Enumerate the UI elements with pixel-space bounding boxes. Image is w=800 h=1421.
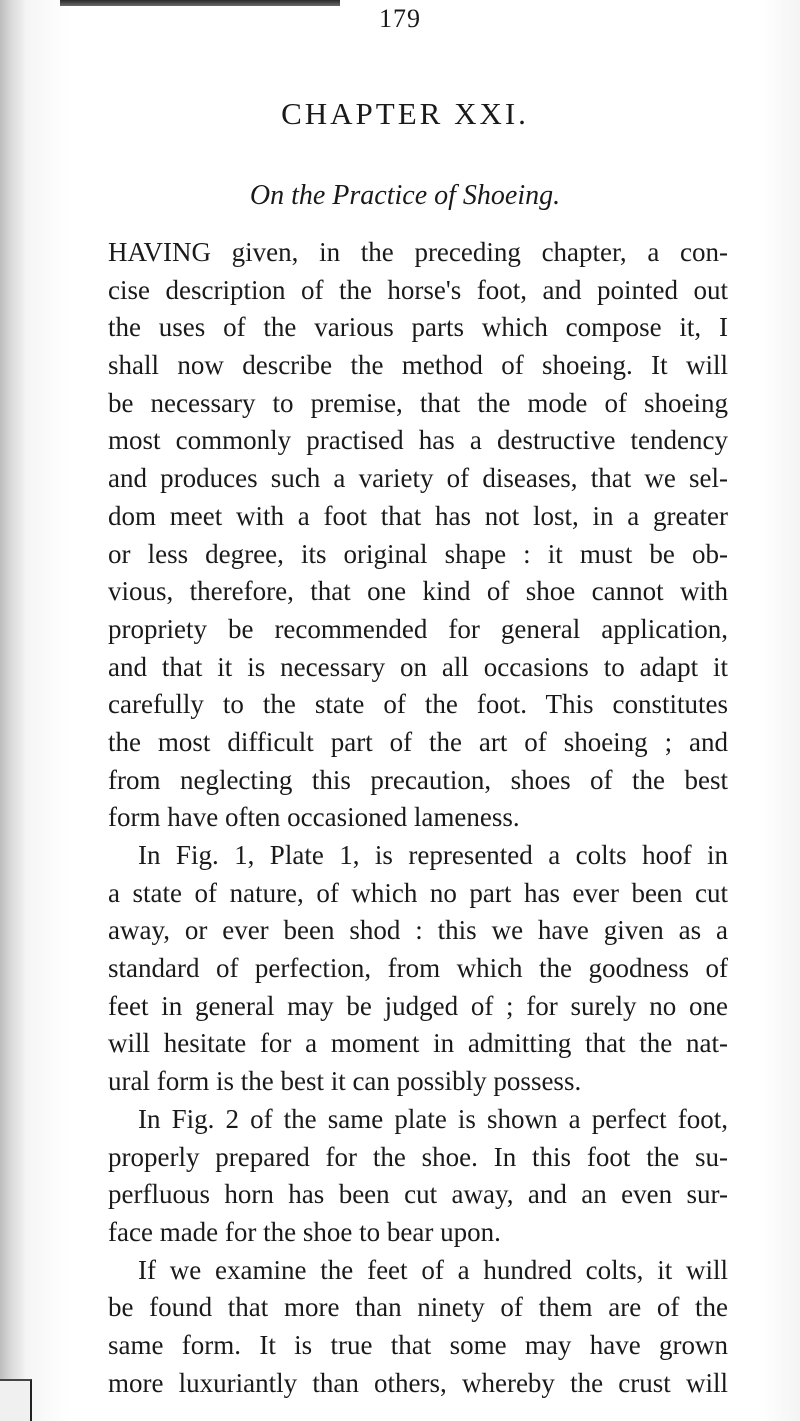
text-line: will hesitate for a moment in admitting that the nat- <box>108 1028 728 1059</box>
text-line: If we examine the feet of a hundred colts, it will <box>138 1254 728 1285</box>
text-line: more luxuriantly than others, whereby the crust will <box>108 1367 728 1398</box>
text-line: and that it is necessary on all occasions to adapt it <box>108 651 728 682</box>
text-line: the most difficult part of the art of shoeing ; and <box>108 726 728 757</box>
text-line: face made for the shoe to bear upon. <box>108 1216 501 1247</box>
text-line: perfluous horn has been cut away, and an even sur- <box>108 1179 728 1210</box>
text-line: be found that more than ninety of them are of the <box>108 1292 728 1323</box>
text-line: ural form is the best it can possibly possess. <box>108 1066 582 1097</box>
text-line: vious, therefore, that one kind of shoe cannot with <box>108 576 728 607</box>
page-corner-mark <box>0 1379 32 1421</box>
top-edge-shadow <box>60 0 340 6</box>
body-text <box>108 234 728 1402</box>
text-line: most commonly practised has a destructive tendency <box>108 425 728 456</box>
text-line: In Fig. 2 of the same plate is shown a perfect foot, <box>138 1103 728 1134</box>
text-line: dom meet with a foot that has not lost, in a greater <box>108 500 728 531</box>
text-line: HAVING given, in the preceding chapter, a con- <box>108 237 728 267</box>
page-binding-edge <box>0 0 26 1421</box>
text-line: cise description of the horse's foot, and pointed out <box>108 274 728 305</box>
text-line: propriety be recommended for general application, <box>108 613 728 644</box>
text-line: feet in general may be judged of ; for surely no one <box>108 990 728 1021</box>
text-line: form have often occasioned lameness. <box>108 802 520 833</box>
text-line: away, or ever been shod : this we have given as a <box>108 915 728 946</box>
text-line: In Fig. 1, Plate 1, is represented a colts hoof in <box>138 840 728 870</box>
text-line: the uses of the various parts which compose it, I <box>108 312 728 343</box>
text-line: from neglecting this precaution, shoes of the best <box>108 764 728 795</box>
page-number: 179 <box>379 4 421 33</box>
text-line: standard of perfection, from which the goodness of <box>108 953 728 984</box>
text-line: a state of nature, of which no part has ever been cut <box>108 877 728 908</box>
text-line: same form. It is true that some may have grown <box>108 1329 728 1360</box>
text-line: properly prepared for the shoe. In this foot the su- <box>108 1141 728 1172</box>
text-line: be necessary to premise, that the mode of shoeing <box>108 387 728 418</box>
text-line: and produces such a variety of diseases, that we sel- <box>108 463 728 494</box>
text-line: carefully to the state of the foot. This constitutes <box>108 689 728 720</box>
text-line: shall now describe the method of shoeing. It will <box>108 350 728 381</box>
chapter-title: CHAPTER XXI. <box>281 96 529 131</box>
section-title: On the Practice of Shoeing. <box>249 180 561 211</box>
text-line: or less degree, its original shape : it must be ob- <box>108 538 728 569</box>
